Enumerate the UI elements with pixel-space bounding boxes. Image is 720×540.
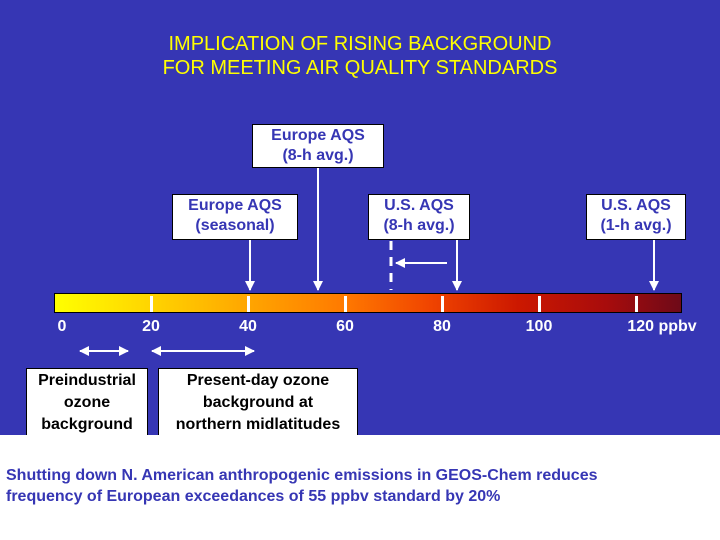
scale-tick-label: 100 [525, 318, 553, 335]
scale-tick-label: 0 [57, 318, 67, 335]
scale-tick-label: 80 [433, 318, 451, 335]
present-day-line-3: northern midlatitudes [175, 416, 341, 433]
scale-tick-label: 20 [142, 318, 160, 335]
preindustrial-line-1: Preindustrial [38, 372, 136, 389]
conclusion-line-2: frequency of European exceedances of 55 ppbv standard by 20% [6, 488, 501, 505]
europe-8h-line-2: (8-h avg.) [282, 147, 354, 164]
us-8h-line-1: U.S. AQS [384, 197, 454, 214]
scale-tick-label: 60 [336, 318, 354, 335]
europe-seasonal-line-1: Europe AQS [188, 197, 282, 214]
europe-seasonal-line-2: (seasonal) [195, 217, 275, 234]
present-day-line-1: Present-day ozone [186, 372, 330, 389]
scale-tick-label: 40 [239, 318, 257, 335]
preindustrial-line-2: ozone [63, 394, 111, 411]
conclusion-line-1: Shutting down N. American anthropogenic emissions in GEOS-Chem reduces [6, 467, 598, 484]
us-8h-line-2: (8-h avg.) [383, 217, 455, 234]
us-1h-line-2: (1-h avg.) [600, 217, 672, 234]
title-line-1: IMPLICATION OF RISING BACKGROUND [168, 33, 552, 55]
europe-8h-line-1: Europe AQS [271, 127, 365, 144]
title-line-2: FOR MEETING AIR QUALITY STANDARDS [162, 57, 558, 79]
scale-tick-label: 120 ppbv [627, 318, 697, 335]
present-day-line-2: background at [202, 394, 314, 411]
preindustrial-line-3: background [41, 416, 133, 433]
us-1h-line-1: U.S. AQS [601, 197, 671, 214]
